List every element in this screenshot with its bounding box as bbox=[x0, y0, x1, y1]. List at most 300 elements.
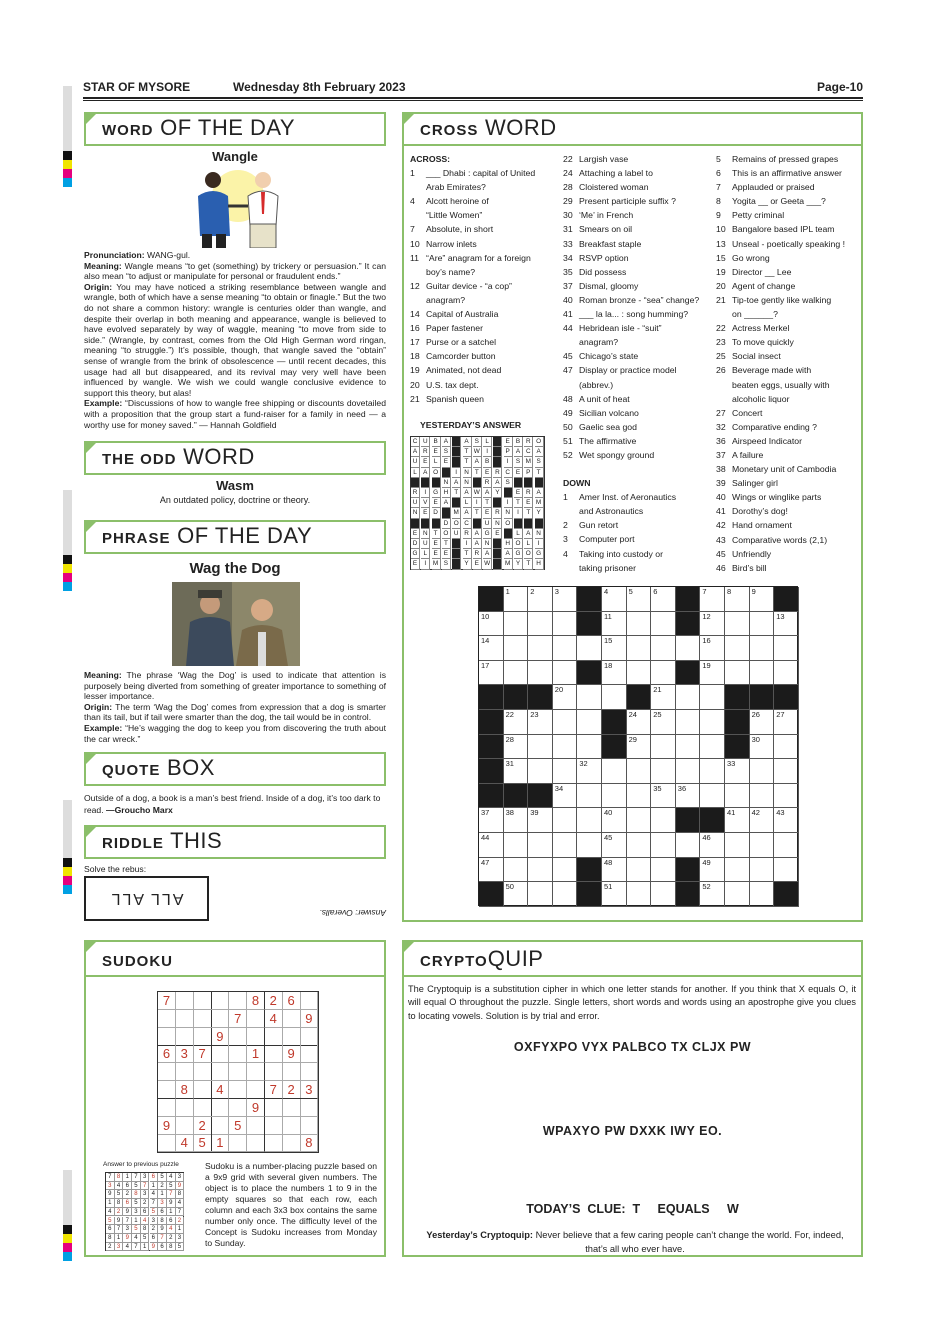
crossword-cell[interactable] bbox=[676, 784, 701, 809]
sudoku-cell[interactable] bbox=[265, 1117, 283, 1135]
crossword-cell[interactable] bbox=[577, 685, 602, 710]
crossword-cell[interactable] bbox=[553, 759, 578, 784]
sudoku-cell[interactable] bbox=[247, 1117, 265, 1135]
clue-line: 10 Bangalore based IPL team bbox=[716, 224, 835, 235]
crossword-cell[interactable] bbox=[627, 759, 652, 784]
crossword-cell[interactable] bbox=[774, 858, 799, 883]
sudoku-cell[interactable] bbox=[158, 1099, 176, 1117]
answer-cell: A bbox=[442, 498, 451, 508]
sudoku-cell[interactable] bbox=[194, 992, 212, 1010]
sudoku-cell[interactable] bbox=[176, 1028, 194, 1046]
clue-line: 52 Wet spongy ground bbox=[563, 449, 655, 460]
sudoku-answer-cell: 6 bbox=[141, 1208, 150, 1217]
crossword-cell[interactable] bbox=[602, 636, 627, 661]
sudoku-answer-cell: 8 bbox=[132, 1190, 141, 1199]
crossword-cell[interactable] bbox=[577, 833, 602, 858]
sudoku-cell[interactable] bbox=[211, 1099, 229, 1117]
answer-cell bbox=[493, 498, 502, 508]
sudoku-answer-cell: 5 bbox=[132, 1199, 141, 1208]
crossword-cell[interactable] bbox=[528, 759, 553, 784]
crossword-cell[interactable] bbox=[725, 858, 750, 883]
crossword-cell[interactable] bbox=[553, 685, 578, 710]
sudoku-cell[interactable]: 5 bbox=[194, 1134, 212, 1152]
sudoku-cell[interactable] bbox=[176, 1117, 194, 1135]
sudoku-cell[interactable]: 3 bbox=[300, 1081, 318, 1099]
sudoku-cell[interactable] bbox=[211, 1117, 229, 1135]
sudoku-cell[interactable] bbox=[158, 1010, 176, 1028]
crossword-cell[interactable] bbox=[627, 710, 652, 735]
crossword-cell[interactable] bbox=[750, 833, 775, 858]
crossword-cell[interactable] bbox=[627, 882, 652, 907]
crossword-cell[interactable] bbox=[651, 612, 676, 637]
answer-cell: N bbox=[493, 519, 502, 529]
sudoku-cell[interactable] bbox=[229, 1045, 247, 1063]
sudoku-cell[interactable] bbox=[176, 992, 194, 1010]
crossword-cell[interactable] bbox=[602, 833, 627, 858]
sudoku-cell[interactable] bbox=[229, 1099, 247, 1117]
crossword-cell[interactable] bbox=[479, 858, 504, 883]
clue-line: 20 U.S. tax dept. bbox=[410, 379, 479, 390]
clue-line: 50 Gaelic sea god bbox=[563, 421, 637, 432]
sudoku-cell[interactable] bbox=[265, 1028, 283, 1046]
crossword-cell[interactable] bbox=[479, 833, 504, 858]
crossword-cell[interactable] bbox=[651, 661, 676, 686]
crossword-cell[interactable] bbox=[774, 833, 799, 858]
sudoku-cell[interactable] bbox=[283, 1028, 301, 1046]
crossword-cell[interactable] bbox=[504, 808, 529, 833]
sudoku-cell[interactable] bbox=[229, 1081, 247, 1099]
answer-cell: U bbox=[411, 457, 420, 467]
crossword-cell[interactable] bbox=[553, 710, 578, 735]
sudoku-cell[interactable] bbox=[211, 992, 229, 1010]
crossword-cell[interactable] bbox=[528, 661, 553, 686]
sudoku-cell[interactable] bbox=[300, 1028, 318, 1046]
sudoku-answer-cell: 5 bbox=[132, 1182, 141, 1191]
sudoku-cell[interactable] bbox=[300, 1099, 318, 1117]
crossword-cell[interactable] bbox=[651, 710, 676, 735]
clue-line: 21 Tip-toe gently like walking bbox=[716, 294, 832, 305]
crossword-cell[interactable] bbox=[774, 735, 799, 760]
sudoku-cell[interactable]: 2 bbox=[265, 992, 283, 1010]
crossword-cell[interactable] bbox=[553, 784, 578, 809]
crossword-cell[interactable] bbox=[725, 612, 750, 637]
crossword-cell[interactable] bbox=[700, 685, 725, 710]
sudoku-cell[interactable] bbox=[247, 1063, 265, 1081]
crossword-cell[interactable] bbox=[553, 808, 578, 833]
sudoku-cell[interactable]: 2 bbox=[194, 1117, 212, 1135]
answer-cell: I bbox=[421, 488, 430, 498]
sudoku-cell[interactable] bbox=[300, 1063, 318, 1081]
sudoku-cell[interactable]: 4 bbox=[176, 1134, 194, 1152]
sudoku-cell[interactable]: 8 bbox=[247, 992, 265, 1010]
sudoku-cell[interactable]: 6 bbox=[283, 992, 301, 1010]
crossword-cell[interactable] bbox=[577, 759, 602, 784]
crossword-cell[interactable] bbox=[528, 735, 553, 760]
clue-line: 23 To move quickly bbox=[716, 337, 794, 348]
answer-cell bbox=[504, 529, 513, 539]
crossword-cell[interactable] bbox=[700, 587, 725, 612]
color-marks bbox=[63, 858, 72, 894]
answer-cell bbox=[411, 519, 420, 529]
side-bar bbox=[63, 800, 72, 858]
sudoku-cell[interactable]: 7 bbox=[265, 1081, 283, 1099]
answer-cell: A bbox=[473, 457, 482, 467]
cell-number: 37 bbox=[481, 808, 490, 818]
crossword-cell[interactable] bbox=[774, 710, 799, 735]
crossword-cell[interactable] bbox=[651, 759, 676, 784]
crossword-cell[interactable] bbox=[627, 636, 652, 661]
sudoku-cell[interactable] bbox=[211, 1045, 229, 1063]
answer-cell bbox=[493, 549, 502, 559]
crossword-cell[interactable] bbox=[774, 808, 799, 833]
clue-line: 17 Purse or a satchel bbox=[410, 337, 497, 348]
sudoku-answer-cell: 3 bbox=[132, 1208, 141, 1217]
crossword-cell[interactable] bbox=[676, 710, 701, 735]
crossword-cell[interactable] bbox=[750, 882, 775, 907]
crossword-cell[interactable] bbox=[725, 882, 750, 907]
crossword-cell[interactable] bbox=[602, 685, 627, 710]
sudoku-answer-cell: 1 bbox=[123, 1173, 132, 1182]
crossword-cell[interactable] bbox=[725, 759, 750, 784]
sudoku-cell[interactable] bbox=[211, 1010, 229, 1028]
cell-number: 24 bbox=[628, 710, 637, 719]
answer-cell: E bbox=[483, 468, 492, 478]
sudoku-description: Sudoku is a number-placing puzzle based on a 9x9 grid with several given numbers. The object is to place the numbers 1 to 9 in the empty squares so that each row, each column and each 3x3 box contains the same number only once. The difficulty level of the Concept is Sudoku increases from Monday to Sunday. bbox=[205, 1161, 377, 1248]
cell-number: 7 bbox=[702, 587, 707, 596]
clue-line: 49 Sicilian volcano bbox=[563, 407, 639, 418]
answer-cell: A bbox=[463, 508, 472, 518]
clue-line: 29 Present participle suffix ? bbox=[563, 196, 676, 207]
crossword-cell[interactable] bbox=[479, 661, 504, 686]
crossword-cell[interactable] bbox=[750, 661, 775, 686]
crossword-cell[interactable] bbox=[577, 710, 602, 735]
crossword-cell[interactable] bbox=[602, 759, 627, 784]
answer-cell: A bbox=[524, 529, 533, 539]
sudoku-cell[interactable]: 9 bbox=[300, 1010, 318, 1028]
crossword-cell[interactable] bbox=[479, 612, 504, 637]
crossword-cell[interactable] bbox=[676, 833, 701, 858]
crossword-cell[interactable] bbox=[504, 636, 529, 661]
sudoku-cell[interactable] bbox=[194, 1028, 212, 1046]
crossword-cell[interactable] bbox=[750, 735, 775, 760]
answer-cell: N bbox=[463, 468, 472, 478]
clue-line: 13 Unseal - poetically speaking ! bbox=[716, 238, 845, 249]
sudoku-cell[interactable] bbox=[229, 1134, 247, 1152]
crossword-cell[interactable] bbox=[774, 612, 799, 637]
crossword-cell[interactable] bbox=[700, 858, 725, 883]
crossword-cell[interactable] bbox=[504, 661, 529, 686]
crossword-cell[interactable] bbox=[479, 808, 504, 833]
cell-number: 17 bbox=[481, 660, 490, 670]
sudoku-cell[interactable] bbox=[194, 1099, 212, 1117]
crossword-cell[interactable] bbox=[602, 808, 627, 833]
crossword-cell[interactable] bbox=[553, 858, 578, 883]
answer-cell: R bbox=[524, 488, 533, 498]
crossword-cell[interactable] bbox=[676, 735, 701, 760]
crossword-cell[interactable] bbox=[553, 612, 578, 637]
crossword-cell[interactable] bbox=[577, 784, 602, 809]
cell-number: 32 bbox=[579, 759, 588, 769]
crossword-cell[interactable] bbox=[602, 882, 627, 907]
crossword-cell[interactable] bbox=[651, 735, 676, 760]
crossword-cell[interactable] bbox=[774, 759, 799, 784]
crossword-cell[interactable] bbox=[627, 661, 652, 686]
sudoku-cell[interactable] bbox=[265, 1045, 283, 1063]
sudoku-cell[interactable]: 7 bbox=[158, 992, 176, 1010]
sudoku-cell[interactable] bbox=[194, 1010, 212, 1028]
crossword-cell[interactable] bbox=[504, 759, 529, 784]
crossword-cell[interactable] bbox=[553, 833, 578, 858]
crossword-cell[interactable] bbox=[750, 636, 775, 661]
sudoku-cell[interactable] bbox=[247, 1134, 265, 1152]
crossword-cell[interactable] bbox=[528, 808, 553, 833]
answer-cell bbox=[493, 559, 502, 569]
crossword-cell[interactable] bbox=[504, 833, 529, 858]
cell-number: 16 bbox=[702, 636, 711, 646]
sudoku-cell[interactable]: 1 bbox=[247, 1045, 265, 1063]
crossword-cell[interactable] bbox=[651, 587, 676, 612]
sudoku-cell[interactable]: 1 bbox=[211, 1134, 229, 1152]
crossword-cell[interactable] bbox=[750, 710, 775, 735]
crossword-cell[interactable] bbox=[627, 612, 652, 637]
crossword-cell[interactable] bbox=[528, 882, 553, 907]
crossword-cell[interactable] bbox=[553, 882, 578, 907]
sudoku-cell[interactable] bbox=[265, 1099, 283, 1117]
crossword-cell[interactable] bbox=[700, 882, 725, 907]
sudoku-cell[interactable]: 4 bbox=[211, 1081, 229, 1099]
sudoku-cell[interactable] bbox=[283, 1063, 301, 1081]
crossword-cell[interactable] bbox=[651, 808, 676, 833]
sudoku-cell[interactable]: 5 bbox=[229, 1117, 247, 1135]
answer-cell: N bbox=[411, 508, 420, 518]
sudoku-cell[interactable] bbox=[229, 1063, 247, 1081]
clue-line: 43 Comparative words (2,1) bbox=[716, 534, 828, 545]
cryptoquip-title: CRYPTOQUIP bbox=[402, 940, 863, 977]
sudoku-answer-cell: 4 bbox=[106, 1208, 115, 1217]
crossword-cell[interactable] bbox=[577, 636, 602, 661]
sudoku-grid[interactable] bbox=[157, 991, 319, 1153]
crossword-black-cell bbox=[676, 661, 701, 686]
sudoku-cell[interactable] bbox=[283, 1099, 301, 1117]
crossword-black-cell bbox=[676, 612, 701, 637]
crossword-cell[interactable] bbox=[700, 636, 725, 661]
answer-cell: R bbox=[421, 447, 430, 457]
sudoku-answer-cell: 9 bbox=[167, 1199, 176, 1208]
crossword-cell[interactable] bbox=[700, 612, 725, 637]
answer-cell: N bbox=[535, 529, 544, 539]
crossword-cell[interactable] bbox=[553, 587, 578, 612]
crossword-cell[interactable] bbox=[774, 784, 799, 809]
crossword-cell[interactable] bbox=[700, 833, 725, 858]
answer-cell: O bbox=[524, 549, 533, 559]
crossword-cell[interactable] bbox=[750, 808, 775, 833]
crossword-cell[interactable] bbox=[504, 882, 529, 907]
crossword-cell[interactable] bbox=[700, 759, 725, 784]
crossword-cell[interactable] bbox=[627, 858, 652, 883]
sudoku-cell[interactable] bbox=[300, 1045, 318, 1063]
crossword-cell[interactable] bbox=[651, 685, 676, 710]
answer-cell: L bbox=[483, 437, 492, 447]
answer-cell: O bbox=[432, 468, 441, 478]
crossword-cell[interactable] bbox=[700, 735, 725, 760]
crossword-cell[interactable] bbox=[627, 833, 652, 858]
crossword-cell[interactable] bbox=[750, 612, 775, 637]
rebus-text: ALL ALL bbox=[109, 890, 184, 907]
sudoku-cell[interactable] bbox=[265, 1134, 283, 1152]
sudoku-answer-cell: 4 bbox=[150, 1190, 159, 1199]
answer-cell: S bbox=[535, 457, 544, 467]
crossword-cell[interactable] bbox=[577, 808, 602, 833]
crossword-cell[interactable] bbox=[602, 612, 627, 637]
crossword-cell[interactable] bbox=[528, 612, 553, 637]
crossword-cell[interactable] bbox=[627, 735, 652, 760]
crossword-cell[interactable] bbox=[627, 808, 652, 833]
sudoku-cell[interactable]: 9 bbox=[158, 1117, 176, 1135]
sudoku-cell[interactable] bbox=[176, 1099, 194, 1117]
crossword-cell[interactable] bbox=[602, 858, 627, 883]
sudoku-answer-cell: 6 bbox=[158, 1208, 167, 1217]
crossword-cell[interactable] bbox=[602, 587, 627, 612]
sudoku-cell[interactable]: 6 bbox=[158, 1045, 176, 1063]
sudoku-cell[interactable] bbox=[300, 1117, 318, 1135]
answer-cell: O bbox=[504, 519, 513, 529]
clue-line: “Little Women” bbox=[426, 210, 483, 221]
crossword-cell[interactable] bbox=[700, 661, 725, 686]
crossword-cell[interactable] bbox=[750, 784, 775, 809]
sudoku-cell[interactable]: 7 bbox=[194, 1045, 212, 1063]
crossword-cell[interactable] bbox=[651, 833, 676, 858]
crossword-cell[interactable] bbox=[602, 784, 627, 809]
crossword-cell[interactable] bbox=[504, 612, 529, 637]
crossword-cell[interactable] bbox=[651, 636, 676, 661]
crossword-cell[interactable] bbox=[528, 710, 553, 735]
clue-line: 41 ___ la la... : song humming? bbox=[563, 309, 689, 320]
sudoku-cell[interactable] bbox=[194, 1063, 212, 1081]
crossword-cell[interactable] bbox=[700, 710, 725, 735]
clue-line: 8 Yogita __ or Geeta ___? bbox=[716, 196, 826, 207]
crossword-cell[interactable] bbox=[528, 636, 553, 661]
crossword-cell[interactable] bbox=[528, 587, 553, 612]
sudoku-cell[interactable]: 9 bbox=[247, 1099, 265, 1117]
crossword-cell[interactable] bbox=[651, 784, 676, 809]
crossword-cell[interactable] bbox=[750, 759, 775, 784]
crossword-cell[interactable] bbox=[725, 587, 750, 612]
sudoku-cell[interactable] bbox=[283, 1134, 301, 1152]
crossword-cell[interactable] bbox=[504, 858, 529, 883]
sudoku-cell[interactable] bbox=[247, 1028, 265, 1046]
sudoku-cell[interactable]: 7 bbox=[229, 1010, 247, 1028]
crossword-cell[interactable] bbox=[528, 858, 553, 883]
crossword-cell[interactable] bbox=[725, 784, 750, 809]
crossword-cell[interactable] bbox=[577, 735, 602, 760]
answer-cell: N bbox=[421, 529, 430, 539]
clue-line: 11 “Are” anagram for a foreign bbox=[410, 252, 531, 263]
sudoku-cell[interactable] bbox=[265, 1063, 283, 1081]
crossword-cell[interactable] bbox=[528, 833, 553, 858]
sudoku-cell[interactable] bbox=[176, 1063, 194, 1081]
crossword-cell[interactable] bbox=[479, 636, 504, 661]
crossword-cell[interactable] bbox=[651, 882, 676, 907]
sudoku-cell[interactable]: 3 bbox=[176, 1045, 194, 1063]
crossword-cell[interactable] bbox=[676, 685, 701, 710]
crossword-cell[interactable] bbox=[553, 661, 578, 686]
sudoku-cell[interactable] bbox=[158, 1081, 176, 1099]
crossword-cell[interactable] bbox=[602, 661, 627, 686]
sudoku-cell[interactable] bbox=[229, 1028, 247, 1046]
sudoku-cell[interactable] bbox=[300, 992, 318, 1010]
clue-line: 7 Applauded or praised bbox=[716, 182, 815, 193]
crossword-cell[interactable] bbox=[651, 858, 676, 883]
crossword-cell[interactable] bbox=[676, 759, 701, 784]
crossword-cell[interactable] bbox=[627, 784, 652, 809]
sudoku-cell[interactable] bbox=[176, 1010, 194, 1028]
clue-line: 40 Wings or winglike parts bbox=[716, 492, 822, 503]
crossword-cell[interactable] bbox=[504, 735, 529, 760]
sudoku-cell[interactable] bbox=[211, 1063, 229, 1081]
cryptoquip-yesterday: Yesterday’s Cryptoquip: Never believe that a few caring people can’t change the world. For, indeed, that’s all who ever have. bbox=[426, 1230, 844, 1254]
answer-cell: P bbox=[504, 447, 513, 457]
sudoku-cell[interactable]: 2 bbox=[283, 1081, 301, 1099]
cell-number: 38 bbox=[505, 808, 514, 818]
answer-cell: G bbox=[514, 549, 523, 559]
sudoku-cell[interactable] bbox=[229, 992, 247, 1010]
crossword-cell[interactable] bbox=[553, 735, 578, 760]
crossword-cell[interactable] bbox=[750, 587, 775, 612]
sudoku-cell[interactable]: 8 bbox=[176, 1081, 194, 1099]
crossword-cell[interactable] bbox=[504, 587, 529, 612]
crossword-cell[interactable] bbox=[676, 636, 701, 661]
answer-cell: N bbox=[442, 478, 451, 488]
sudoku-title: SUDOKU bbox=[84, 940, 386, 977]
answer-cell: U bbox=[421, 539, 430, 549]
crossword-cell[interactable] bbox=[553, 636, 578, 661]
clue-line: 39 Salinger girl bbox=[716, 478, 778, 489]
sudoku-cell[interactable]: 9 bbox=[283, 1045, 301, 1063]
crossword-grid[interactable] bbox=[478, 586, 798, 906]
sudoku-cell[interactable] bbox=[247, 1081, 265, 1099]
down-clues-col3 bbox=[716, 152, 861, 575]
crossword-cell[interactable] bbox=[725, 833, 750, 858]
crossword-cell[interactable] bbox=[725, 808, 750, 833]
sudoku-cell[interactable] bbox=[283, 1010, 301, 1028]
sudoku-cell[interactable] bbox=[247, 1010, 265, 1028]
crossword-cell[interactable] bbox=[700, 784, 725, 809]
sudoku-cell[interactable] bbox=[158, 1063, 176, 1081]
color-marks bbox=[63, 151, 72, 187]
crossword-cell[interactable] bbox=[774, 661, 799, 686]
crossword-black-cell bbox=[774, 685, 799, 710]
sudoku-cell[interactable]: 4 bbox=[265, 1010, 283, 1028]
crossword-cell[interactable] bbox=[725, 636, 750, 661]
crossword-cell[interactable] bbox=[725, 661, 750, 686]
sudoku-answer-cell: 7 bbox=[132, 1243, 141, 1252]
crossword-black-cell bbox=[676, 882, 701, 907]
crossword-cell[interactable] bbox=[750, 858, 775, 883]
sudoku-cell[interactable] bbox=[283, 1117, 301, 1135]
sudoku-cell[interactable] bbox=[194, 1081, 212, 1099]
crossword-cell[interactable] bbox=[504, 710, 529, 735]
sudoku-cell[interactable]: 8 bbox=[300, 1134, 318, 1152]
sudoku-cell[interactable] bbox=[158, 1134, 176, 1152]
sudoku-cell[interactable]: 9 bbox=[211, 1028, 229, 1046]
answer-cell: E bbox=[442, 457, 451, 467]
crossword-cell[interactable] bbox=[627, 587, 652, 612]
sudoku-cell[interactable] bbox=[158, 1028, 176, 1046]
crossword-cell[interactable] bbox=[774, 636, 799, 661]
answer-cell: I bbox=[473, 498, 482, 508]
sudoku-answer-cell: 9 bbox=[123, 1208, 132, 1217]
answer-cell: T bbox=[463, 457, 472, 467]
